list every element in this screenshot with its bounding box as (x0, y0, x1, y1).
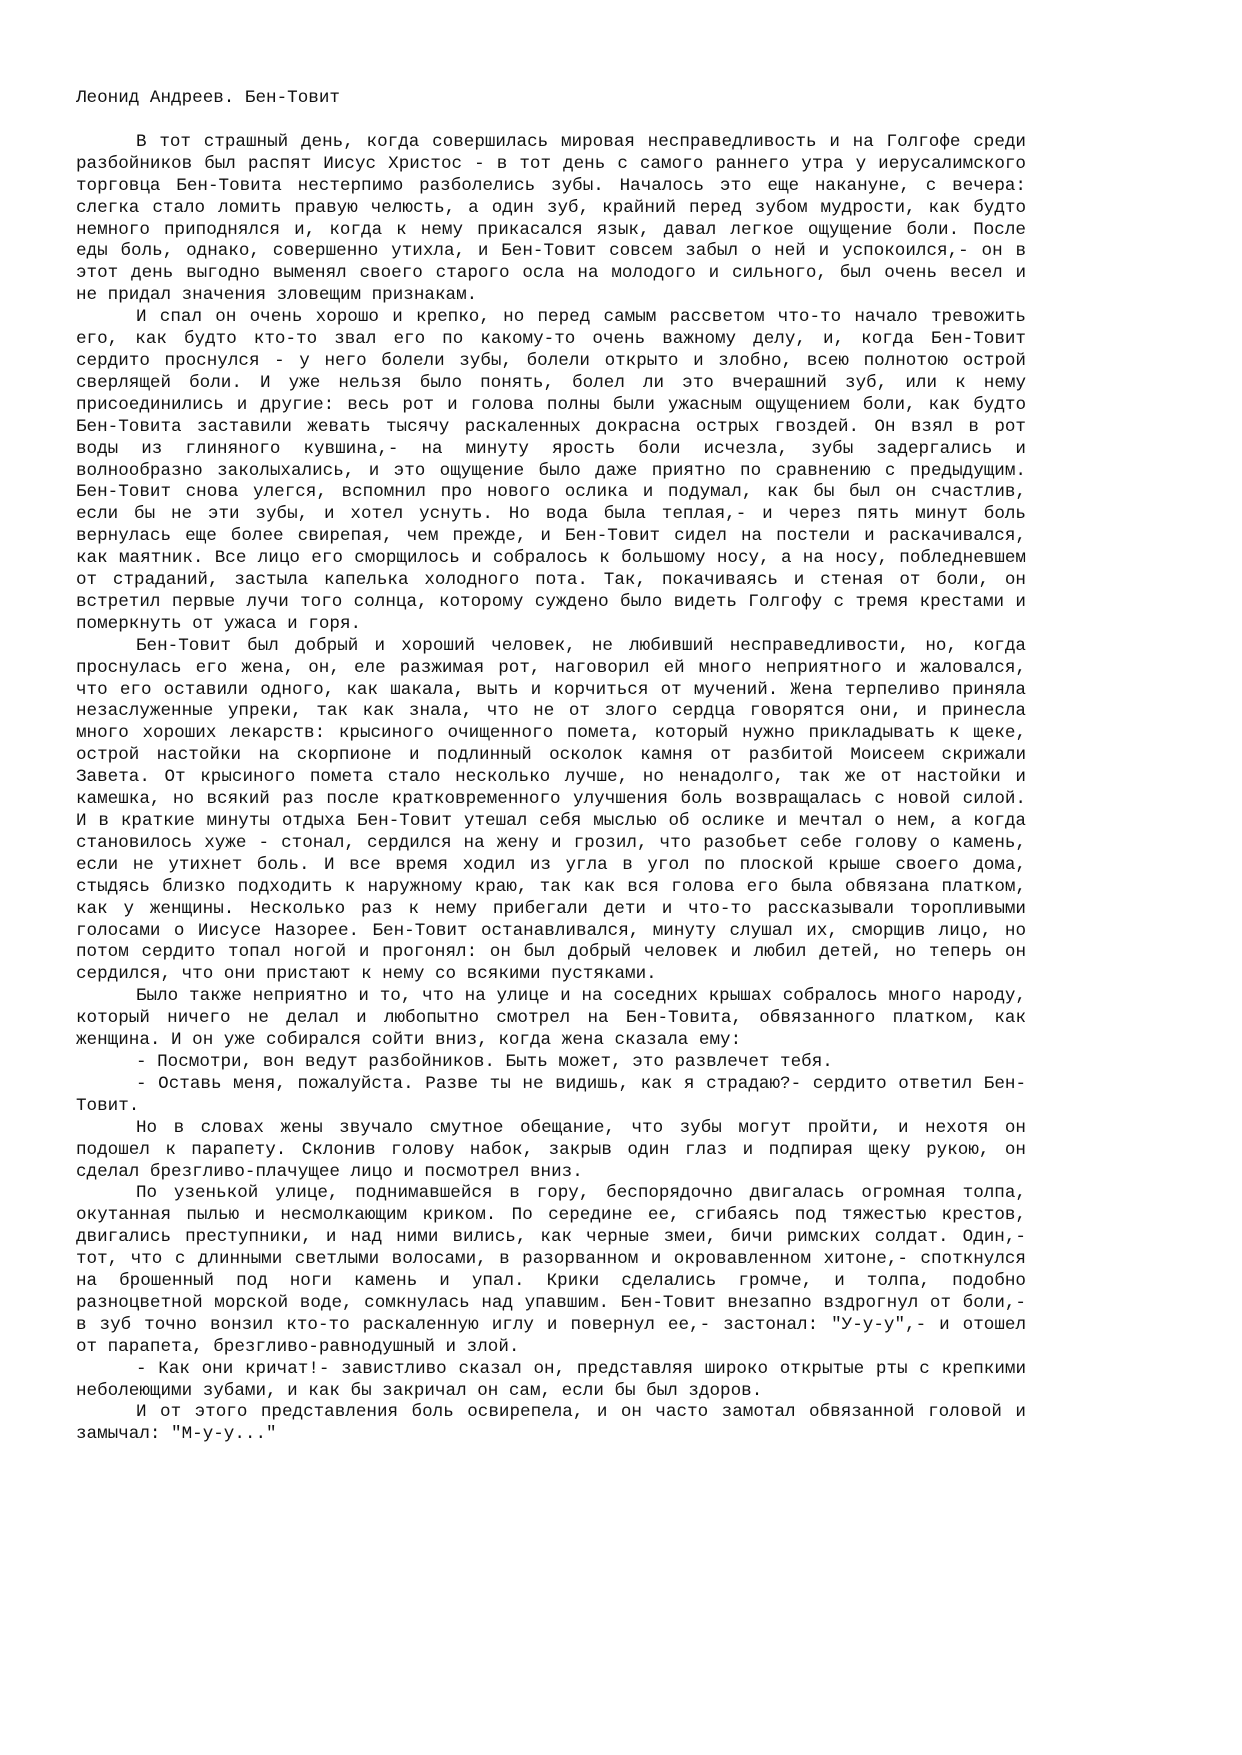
paragraph: Было также неприятно и то, что на улице и на соседних крышах собралось много народу, который ничего не делал и любопытно смотрел на Бен-Товита, обвязанного платком, как женщина. И он уже собирался сойти вниз, когда жена сказала ему: (76, 986, 1026, 1051)
paragraph: И от этого представления боль освирепела, и он часто замотал обвязанной головой и замычал: "М-у-у..." (76, 1402, 1026, 1445)
paragraph: По узенькой улице, поднимавшейся в гору, беспорядочно двигалась огромная толпа, окутанная пылью и несмолкающим криком. По середине ее, сгибаясь под тяжестью крестов, двигались преступники, и над ними вились, как черные змеи, бичи римских солдат. Один,- тот, что с длинными светлыми волосами, в разорванном и окровавленном хитоне,- споткнулся на брошенный под ноги камень и упал. Крики сделались громче, и толпа, подобно разноцветной морской воде, сомкнулась над упавшим. Бен-Товит внезапно вздрогнул от боли,- в зуб точно вонзил кто-то раскаленную иглу и повернул ее,- застонал: "У-у-у",- и отошел от парапета, брезгливо-равнодушный и злой. (76, 1183, 1026, 1357)
document-title: Леонид Андреев. Бен-Товит (76, 88, 340, 108)
document-page (76, 88, 1026, 1446)
paragraph: Бен-Товит был добрый и хороший человек, не любивший несправедливости, но, когда проснулась его жена, он, еле разжимая рот, наговорил ей много неприятного и жаловался, что его оставили одного, как шакала, выть и корчиться от мучений. Жена терпеливо приняла незаслуженные упреки, так как знала, что не от злого сердца говорятся они, и принесла много хороших лекарств: крысиного очищенного помета, который нужно прикладывать к щеке, острой настойки на скорпионе и подлинный осколок камня от разбитой Моисеем скрижали Завета. От крысиного помета стало несколько лучше, но ненадолго, так же от настойки и камешка, но всякий раз после кратковременного улучшения боль возвращалась с новой силой. И в краткие минуты отдыха Бен-Товит утешал себя мыслью об ослике и мечтал о нем, а когда становилось хуже - стонал, сердился на жену и грозил, что разобьет себе голову о камень, если не утихнет боль. И все время ходил из угла в угол по плоской крыше своего дома, стыдясь близко подходить к наружному краю, так как вся голова его была обвязана платком, как у женщины. Несколько раз к нему прибегали дети и что-то рассказывали торопливыми голосами о Иисусе Назорее. Бен-Товит останавливался, минуту слушал их, сморщив лицо, но потом сердито топал ногой и прогонял: он был добрый человек и любил детей, но теперь он сердился, что они пристают к нему со всякими пустяками. (76, 635, 1026, 985)
paragraph: В тот страшный день, когда совершилась мировая несправедливость и на Голгофе среди разбойников был распят Иисус Христос - в тот день с самого раннего утра у иерусалимского торговца Бен-Товита нестерпимо разболелись зубы. Началось это еще накануне, с вечера: слегка стало ломить правую челюсть, а один зуб, крайний перед зубом мудрости, как будто немного приподнялся и, когда к нему прикасался язык, давал легкое ощущение боли. После еды боль, однако, совершенно утихла, и Бен-Товит совсем забыл о ней и успокоился,- он в этот день выгодно выменял своего старого осла на молодого и сильного, был очень весел и не придал значения зловещим признакам. (76, 131, 1026, 306)
paragraph: И спал он очень хорошо и крепко, но перед самым рассветом что-то начало тревожить его, как будто кто-то звал его по какому-то очень важному делу, и, когда Бен-Товит сердито проснулся - у него болели зубы, болели открыто и злобно, всею полнотою острой сверлящей боли. И уже нельзя было понять, болел ли это вчерашний зуб, или к нему присоединились и другие: весь рот и голова полны были ужасным ощущением боли, как будто Бен-Товита заставили жевать тысячу раскаленных докрасна острых гвоздей. Он взял в рот воды из глиняного кувшина,- на минуту ярость боли исчезла, зубы задергались и волнообразно заколыхались, и это ощущение было даже приятно по сравнению с предыдущим. Бен-Товит снова улегся, вспомнил про нового ослика и подумал, как бы был он счастлив, если бы не эти зубы, и хотел уснуть. Но вода была теплая,- и через пять минут боль вернулась еще более свирепая, чем прежде, и Бен-Товит сидел на постели и раскачивался, как маятник. Все лицо его сморщилось и собралось к большому носу, а на носу, побледневшем от страданий, застыла капелька холодного пота. Так, покачиваясь и стеная от боли, он встретил первые лучи того солнца, которому суждено было видеть Голгофу с тремя крестами и померкнуть от ужаса и горя. (76, 307, 1026, 634)
dialogue-line: - Как они кричат!- завистливо сказал он, представляя широко открытые рты с крепкими неболеющими зубами, и как бы закричал он сам, если бы был здоров. (76, 1358, 1026, 1401)
dialogue-line: - Оставь меня, пожалуйста. Разве ты не видишь, как я страдаю?- сердито ответил Бен-Товит. (76, 1073, 1026, 1116)
paragraph: Но в словах жены звучало смутное обещание, что зубы могут пройти, и нехотя он подошел к парапету. Склонив голову набок, закрыв один глаз и подпирая щеку рукою, он сделал брезгливо-плачущее лицо и посмотрел вниз. (76, 1117, 1026, 1182)
dialogue-line: - Посмотри, вон ведут разбойников. Быть может, это развлечет тебя. (136, 1051, 833, 1072)
